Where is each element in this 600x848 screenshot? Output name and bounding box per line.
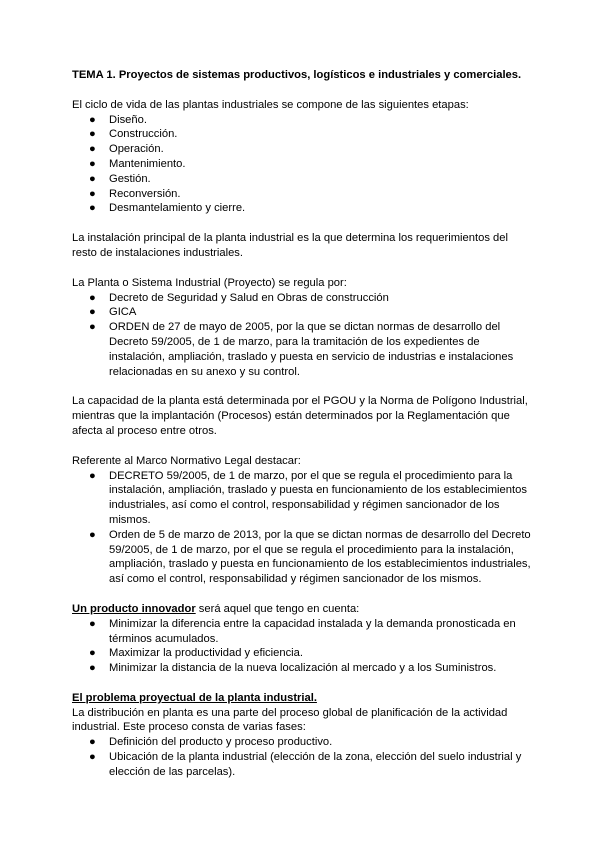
bullet-icon: ● (89, 202, 96, 215)
bullet-icon: ● (89, 528, 96, 541)
lifecycle-list (72, 113, 532, 217)
list-item: ● Desmantelamiento y cierre. (89, 202, 246, 215)
bullet-icon: ● (89, 736, 96, 749)
list-item: ● Decreto de Seguridad y Salud en Obras de construcción (89, 291, 389, 304)
regulation-intro: La Planta o Sistema Industrial (Proyecto) se regula por: (72, 276, 347, 289)
list-item: ● Mantenimiento. (89, 157, 186, 170)
document-page (72, 68, 532, 780)
list-item: ● Construcción. (89, 128, 178, 141)
bullet-icon: ● (89, 321, 96, 334)
bullet-icon: ● (89, 113, 96, 126)
list-item: ● Gestión. (89, 172, 151, 185)
lifecycle-intro: El ciclo de vida de las plantas industriales se compone de las siguientes etapas: (72, 98, 469, 111)
list-item: ● Ubicación de la planta industrial (elección de la zona, elección del suelo industrial y elección de las parcelas). (89, 751, 522, 778)
bullet-icon: ● (89, 172, 96, 185)
list-item: ● ORDEN de 27 de mayo de 2005, por la que se dictan normas de desarrollo del Decreto 59/2005, de 1 de marzo, para la tramitación de los expedientes de instalación, ampliación, traslado y puesta en servicio de industrias e instalaciones relacionadas en su anexo y su control. (89, 321, 514, 378)
document-title: TEMA 1. Proyectos de sistemas productivos, logísticos e industriales y comerciales. (72, 69, 522, 81)
bullet-icon: ● (89, 469, 96, 482)
list-item: ● Reconversión. (89, 187, 181, 200)
bullet-icon: ● (89, 143, 96, 156)
bullet-icon: ● (89, 157, 96, 170)
bullet-icon: ● (89, 187, 96, 200)
project-problem-paragraph: La distribución en planta es una parte del proceso global de planificación de la actividad industrial. Este proceso consta de varias fases: (72, 706, 508, 734)
main-installation-paragraph: La instalación principal de la planta industrial es la que determina los requerimientos del resto de instalaciones industriales. (72, 232, 508, 259)
bullet-icon: ● (89, 306, 96, 319)
innovative-product-list (72, 617, 532, 676)
legal-framework-intro: Referente al Marco Normativo Legal destacar: (72, 454, 301, 467)
bullet-icon: ● (89, 128, 96, 141)
innovative-product-intro (72, 602, 532, 617)
capacity-paragraph: La capacidad de la planta está determinada por el PGOU y la Norma de Polígono Industrial, mientras que la implantación (Procesos) están determinados por la Reglamentación que afecta al proceso entre otros. (72, 395, 528, 437)
bullet-icon: ● (89, 751, 96, 764)
innovative-product-heading: Un producto innovador (72, 602, 196, 615)
list-item: ● GICA (89, 306, 137, 319)
list-item: ● DECRETO 59/2005, de 1 de marzo, por el que se regula el procedimiento para la instalación, ampliación, traslado y puesta en funcionamiento de los establecimientos industriales, así como el control, responsabilidad y régimen sancionador de los mismos. (89, 469, 527, 526)
list-item: ● Definición del producto y proceso productivo. (89, 736, 333, 749)
list-item: ● Minimizar la diferencia entre la capacidad instalada y la demanda pronosticada en términos acumulados. (89, 617, 516, 645)
innovative-product-intro-text: será aquel que tengo en cuenta: (195, 602, 360, 615)
project-problem-heading: El problema proyectual de la planta industrial. (72, 691, 317, 704)
list-item: ● Minimizar la distancia de la nueva localización al mercado y a los Suministros. (89, 662, 497, 675)
list-item: ● Orden de 5 de marzo de 2013, por la que se dictan normas de desarrollo del Decreto 59/2005, de 1 de marzo, por el que se regula el procedimiento para la instalación, ampliación, traslado y puesta en funcionamiento de los establecimientos industriales, así como el control, responsabilidad y régimen sancionador de los mismos. (89, 528, 531, 586)
legal-framework-list (72, 469, 532, 587)
bullet-icon: ● (89, 617, 96, 630)
project-problem-list (72, 735, 532, 779)
bullet-icon: ● (89, 662, 96, 675)
list-item: ● Operación. (89, 143, 164, 156)
list-item: ● Diseño. (89, 113, 147, 126)
regulation-list (72, 291, 532, 380)
bullet-icon: ● (89, 291, 96, 304)
bullet-icon: ● (89, 647, 96, 660)
list-item: ● Maximizar la productividad y eficiencia. (89, 647, 303, 660)
